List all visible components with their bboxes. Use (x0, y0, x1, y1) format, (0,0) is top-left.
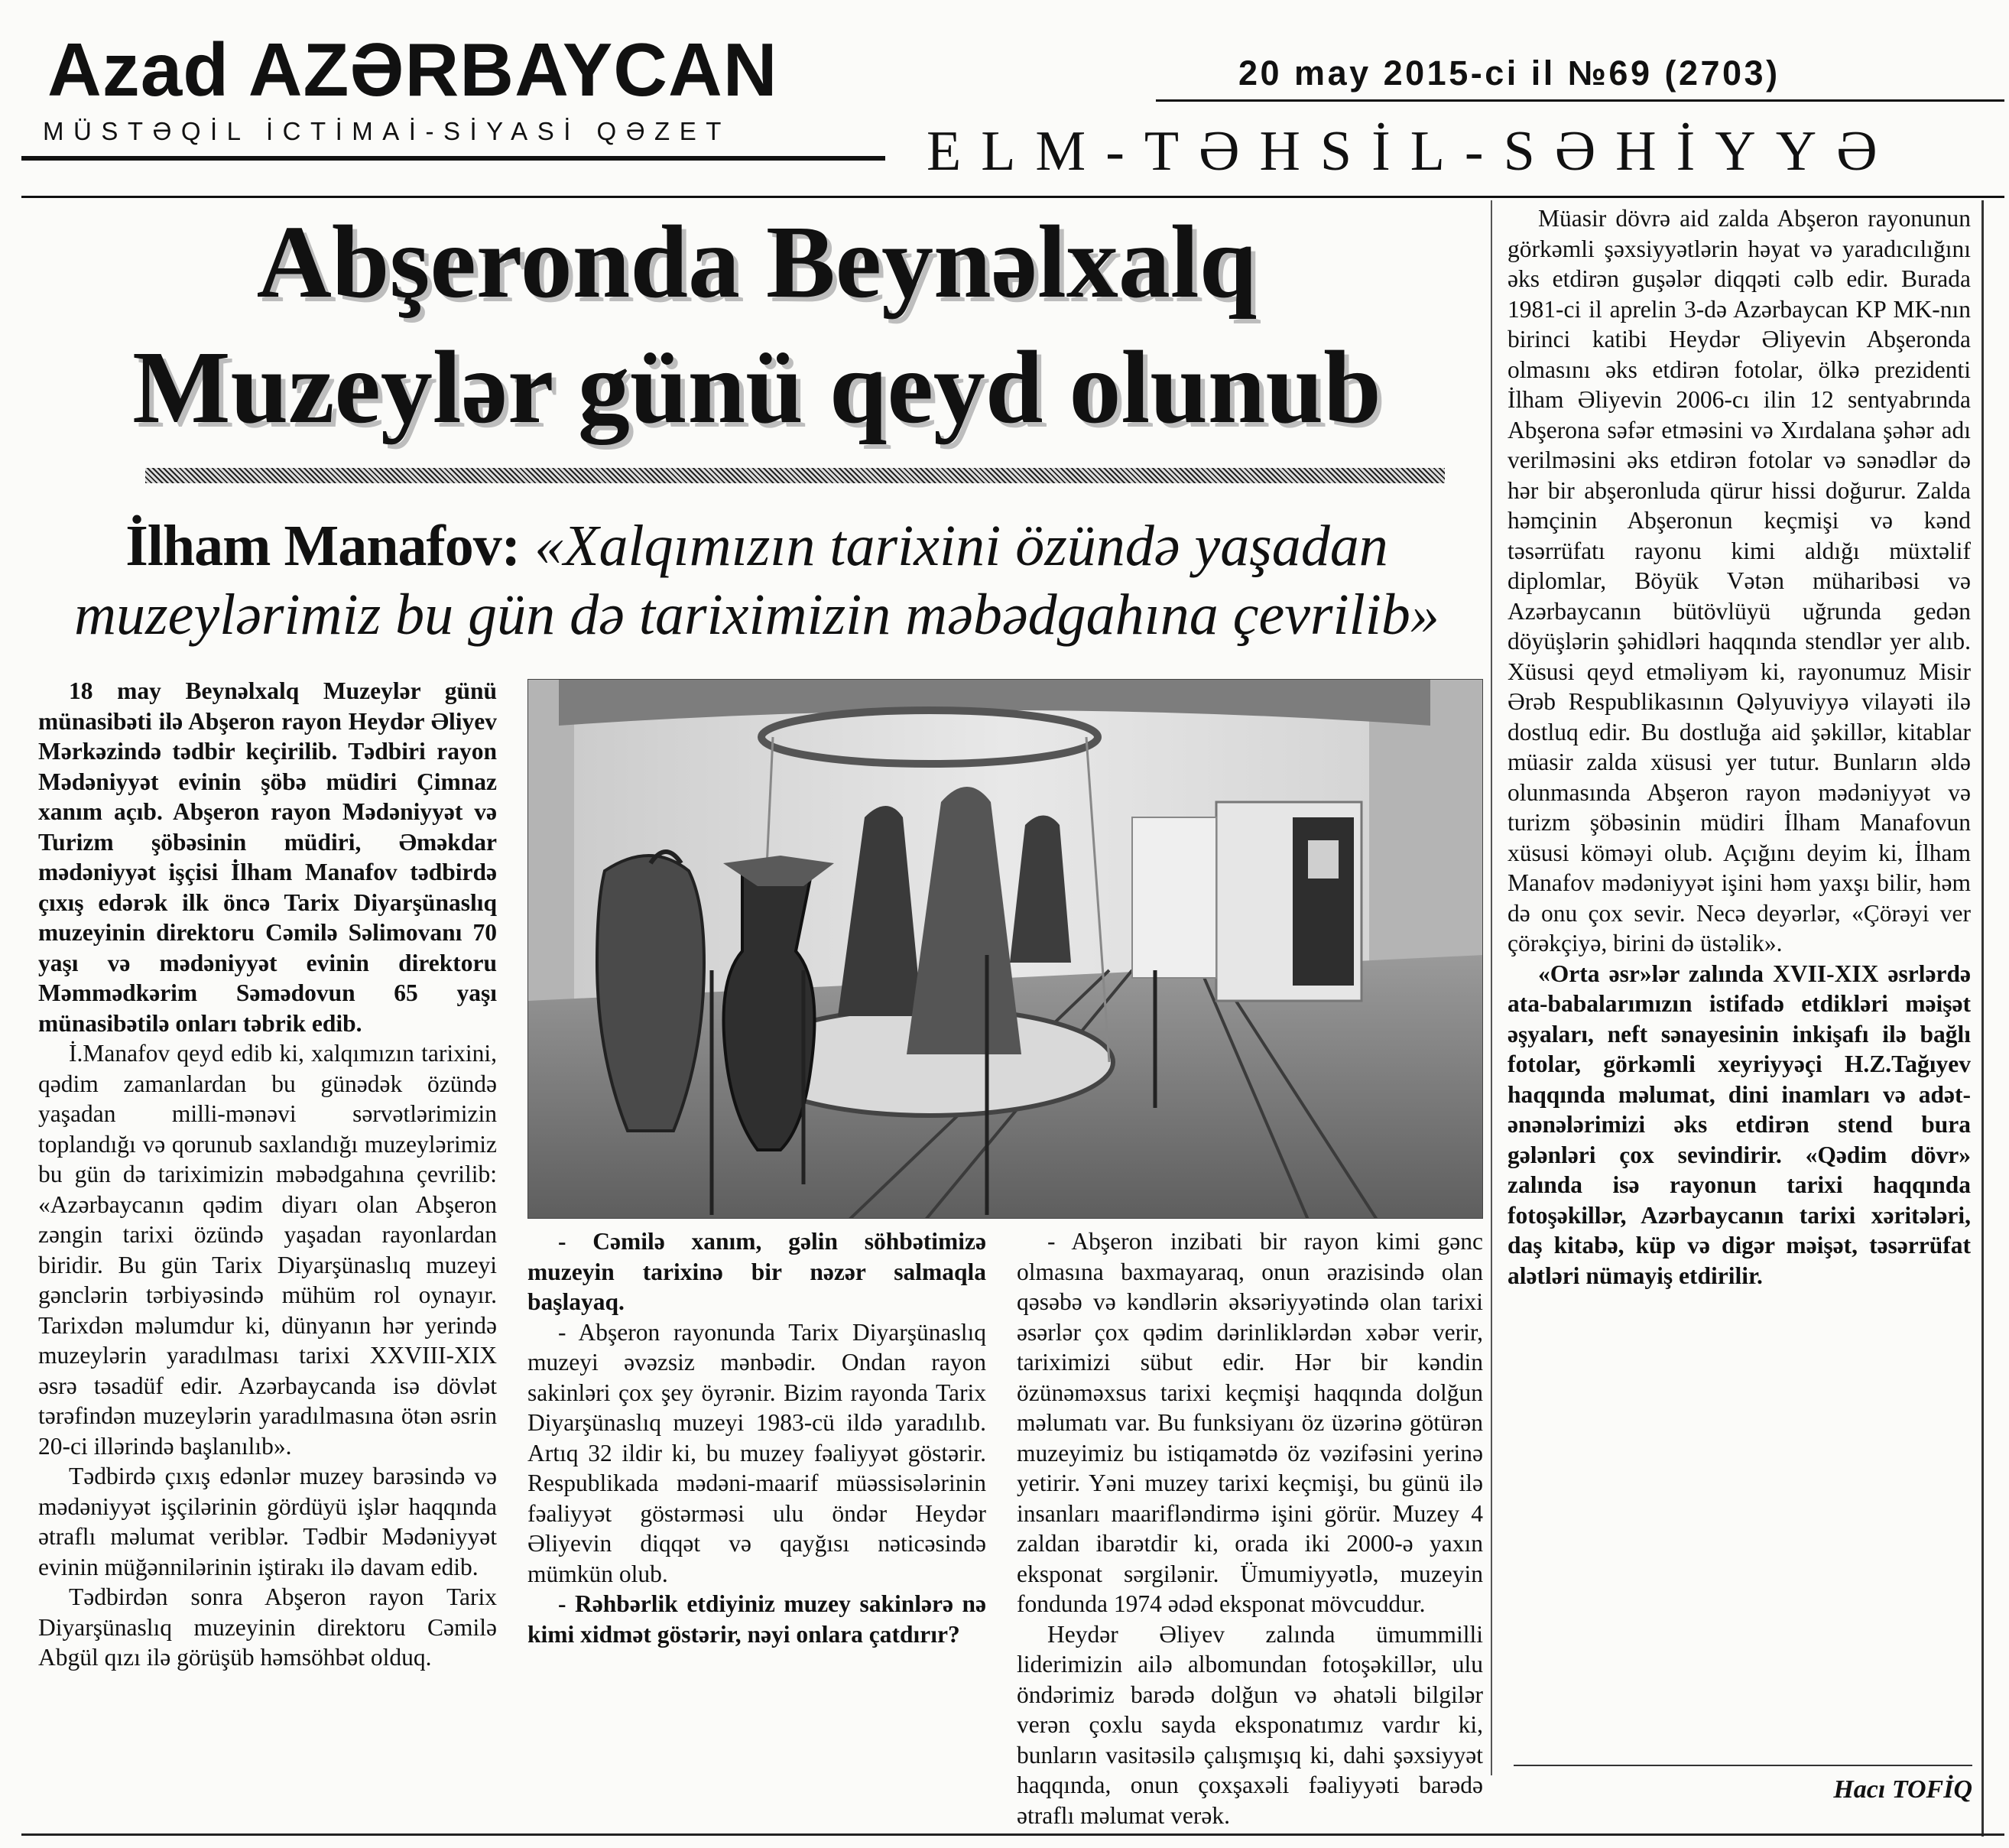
paragraph: İ.Manafov qeyd edib ki, xalqımızın tarixini, qədim zamanlardan bu günədək özündə yaşadan milli-mənəvi sərvətlərimizin toplandığı və qorunub saxlandığı muzeylərimiz bu gün də tariximizin məbədgahına çevrilib: «Azərbaycanın qədim diyarı olan Abşeron zəngin tarixi özündə yaşadan rayonlardan biridir. Bu gün Tarix Diyarşünaslıq muzeyi gənclərin tərbiyəsində mühüm rol oynayır. Tarixdən məlumdur ki, dünyanın hər yerində muzeylərin yaradılması tarixi XXVIII-XIX əsrə təsadüf edir. Azərbaycanda isə dövlət tərəfindən muzeylərin yaradılmasına ötən əsrin 20-ci illərində başlanılıb». (38, 1040, 497, 1460)
article-column-2 (527, 1226, 986, 1649)
answer: «Orta əsr»lər zalında XVII-XIX əsrlərdə ata-babalarımızın istifadə etdikləri məişət əşyaları, neft sənayesinin inkişafı ilə bağlı fotolar, görkəmli xeyriyyəçi H.Z.Tağıyev haqqında məlumat, dini inamları və adət-ənənələrimizi əks etdirən stend bura gələnləri çox sevindirir. «Qədim dövr» zalında isə rayonun tarixi haqqında fotoşəkillər, Azərbaycanın tarixi xəritələri, daş kitabə, küp və digər məişət, təsərrüfat alətləri nümayiş etdirilir. (1508, 960, 1971, 1289)
headline-line-2: Muzeylər günü qeyd olunub (132, 330, 1381, 445)
author-signature: Hacı TOFİQ (1833, 1775, 1972, 1804)
article-column-1 (38, 676, 497, 1673)
bottom-rule (21, 1833, 2004, 1836)
page-edge-rule (1981, 200, 1984, 1837)
subheadline-line-1 (31, 511, 1483, 581)
masthead-rule-right (1156, 99, 2004, 102)
museum-photo (527, 679, 1483, 1219)
signature-rule (1514, 1765, 1972, 1766)
paragraph: Tədbirdən sonra Abşeron rayon Tarix Diyarşünaslıq muzeyinin direktoru Cəmilə Abgül qızı ilə görüşüb həmsöhbət olduq. (38, 1583, 497, 1671)
issue-date: 20 may 2015-ci il №69 (2703) (1238, 54, 1780, 93)
answer: Müasir dövrə aid zalda Abşeron rayonunun görkəmli şəxsiyyətlərin həyat və yaradıcılığını əks etdirən guşələr diqqəti cəlb edir. Burada 1981-ci il aprelin 3-də Azərbaycan KP MK-nın birinci katibi Heydər Əliyevin Abşeronda olmasını əks etdirən fotolar, ölkə prezidenti İlham Əliyevin 2006-cı ilin 12 sentyabrında Abşerona səfər etməsini və Xırdalana şəhər adı verilməsini əks etdirən fotolar və sənədlər də hər bir abşeronluda qürur hissi doğurur. Zalda həmçinin Abşeronun keçmişi və kənd təsərrüfatı rayonu kimi aldığı müxtəlif diplomlar, Böyük Vətən müharibəsi və Azərbaycanın bütövlüyü uğrunda gedən döyüşlərin şəhidləri haqqında stendlər yer alıb. Xüsusi qeyd etməliyəm ki, rayonumuz Misir Ərəb Respublikasının Qəlyuviyyə vilayəti ilə dostluq edir. Bu dostluğa aid şəkillər, kitablar müasir zalda xüsusi yer tutur. Bunların əldə olunmasında Abşeron rayon mədəniyyət və turizm şöbəsinin müdiri İlham Manafovun xüsusi köməyi olub. Açığını deyim ki, İlham Manafov mədəniyyət işini həm yaxşı bilir, həm də onu çox sevir. Necə deyərlər, «Çörəyi ver çörəkçiyə, birini də üstəlik». (1508, 205, 1971, 956)
headline-underline (145, 468, 1445, 483)
header-divider (21, 196, 2004, 198)
museum-hall-illustration (528, 680, 1483, 1219)
section-name: ELM-TƏHSİL-SƏHİYYƏ (927, 120, 1897, 183)
article-column-4 (1508, 203, 1971, 1291)
question: - Rəhbərlik etdiyiniz muzey sakinlərə nə kimi xidmət göstərir, nəyi onlara çatdırır? (527, 1590, 986, 1648)
subheadline-name: İlham Manafov: (125, 514, 521, 578)
newspaper-title: Azad AZƏRBAYCAN (47, 28, 778, 112)
masthead-rule-left (21, 156, 885, 161)
answer: - Abşeron rayonunda Tarix Diyarşünaslıq muzeyi əvəzsiz mənbədir. Ondan rayon sakinləri çox şey öyrənir. Bizim rayonda Tarix Diyarşünaslıq muzeyi 1983-cü ildə yaradılıb. Artıq 32 ildir ki, bu muzey fəaliyyət göstərir. Respublikada mədəni-maarif müəssisələrinin fəaliyyət göstərməsi ulu öndər Heydər Əliyevin diqqət və qayğısı nəticəsində mümkün olub. (527, 1318, 986, 1587)
question: - Cəmilə xanım, gəlin söhbətimizə muzeyin tarixinə bir nəzər salmaqla başlayaq. (527, 1228, 986, 1315)
paragraph: Tədbirdə çıxış edənlər muzey barəsində və mədəniyyət işçilərinin gördüyü işlər haqqında ətraflı məlumat veriblər. Tədbir Mədəniyyət evinin müğənnilərinin iştirakı ilə davam edib. (38, 1463, 497, 1580)
newspaper-subtitle: MÜSTƏQİL İCTİMAİ-SİYASİ QƏZET (43, 117, 731, 145)
headline-line-1: Abşeronda Beynəlxalq (256, 205, 1258, 320)
article-column-3 (1017, 1226, 1483, 1830)
subheadline-quote-2: muzeylərimiz bu gün də tariximizin məbədgahına çevrilib» (74, 583, 1439, 647)
column-divider (1491, 200, 1492, 1775)
subheadline-quote-1: «Xalqımızın tarixini özündə yaşadan (520, 514, 1388, 578)
answer: Heydər Əliyev zalında ümummilli liderimizin ailə albomundan fotoşəkillər, ulu öndərimiz barədə dolğun və əhatəli bilgilər verən çoxlu sayda eksponatımız vardır ki, bunların vasitəsilə çalışmışıq ki, dahi şəxsiyyət haqqında, onun çoxşaxəli fəaliyyəti barədə ətraflı məlumat verək. (1017, 1620, 1483, 1829)
answer: - Abşeron inzibati bir rayon kimi gənc olmasına baxmayaraq, onun ərazisində olan qəsəbə və kəndlərin əksəriyyətində olan tarixi əsərlər çox qədim dərinliklərdən xəbər verir, tariximizi sübut edir. Hər bir kəndin özünəməxsus tarixi keçmişi haqqında dolğun məlumatı var. Bu funksiyanı öz üzərinə götürən muzeyimiz bu istiqamətdə öz vəzifəsini yerinə yetirir. Yəni muzey tarixi keçmişi, bu günü ilə insanları maarifləndirmə işini görür. Muzey 4 zaldan ibarətdir ki, orada iki 2000-ə yaxın eksponat sərgilənir. Ümumiyyətlə, muzeyin fondunda 1974 ədəd eksponat mövcuddur. (1017, 1228, 1483, 1617)
lead-paragraph: 18 may Beynəlxalq Muzeylər günü münasibəti ilə Abşeron rayon Heydər Əliyev Mərkəzində tədbir keçirilib. Tədbiri rayon Mədəniyyət evinin şöbə müdiri Çimnaz xanım açıb. Abşeron rayon Mədəniyyət və Turizm şöbəsinin müdiri, Əməkdar mədəniyyət işçisi İlham Manafov tədbirdə çıxış edərək ilk öncə Tarix Diyarşünaslıq muzeyinin direktoru Cəmilə Səlimovanı 70 yaşı və mədəniyyət evinin direktoru Məmmədkərim Səmədovun 65 yaşı münasibətilə onları təbrik edib. (38, 677, 497, 1037)
subheadline-line-2 (31, 580, 1483, 650)
